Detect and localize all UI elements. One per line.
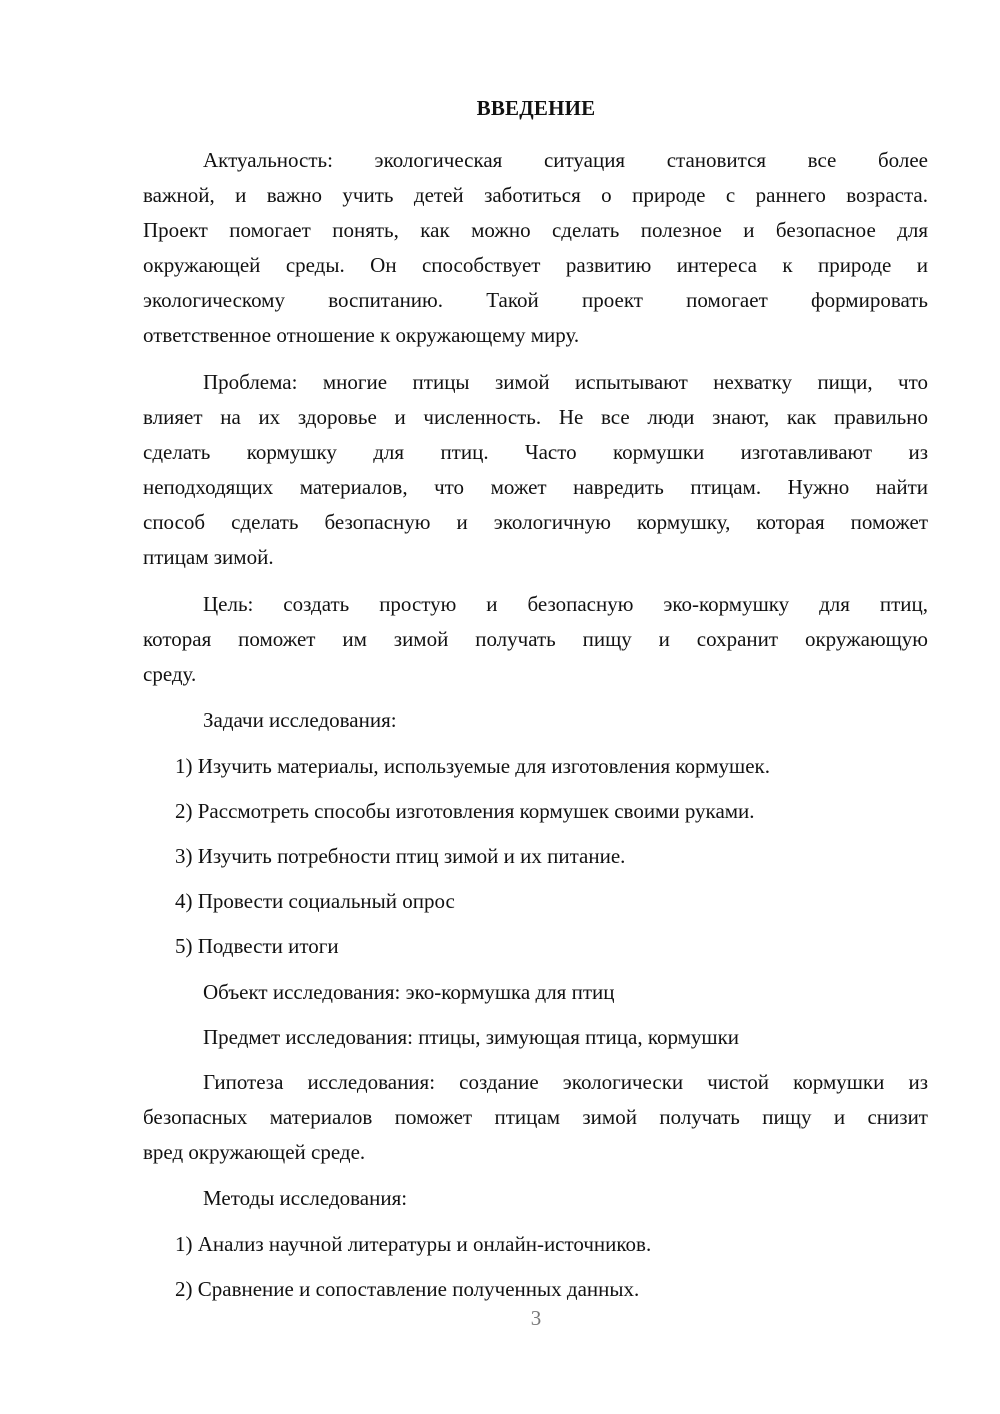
task-item: 2) Рассмотреть способы изготовления кормушек своими руками. [175,799,755,823]
task-item: 1) Изучить материалы, используемые для изготовления кормушек. [175,754,770,778]
paragraph-line: среду. [143,662,197,686]
tasks-heading: Задачи исследования: [203,708,397,732]
paragraph-line: сделать кормушку для птиц. Часто кормушки изготавливают из [143,440,928,464]
paragraph-line: вред окружающей среде. [143,1140,366,1164]
paragraph-line: Цель: создать простую и безопасную эко-кормушку для птиц, [203,592,928,616]
task-item: 5) Подвести итоги [175,934,339,958]
paragraph-line: окружающей среды. Он способствует развитию интереса к природе и [143,253,928,277]
page-number: 3 [530,1306,542,1330]
methods-heading: Методы исследования: [203,1186,408,1210]
paragraph-line: которая поможет им зимой получать пищу и сохранит окружающую [143,627,928,651]
research-subject: Предмет исследования: птицы, зимующая птица, кормушки [203,1025,740,1049]
method-item: 1) Анализ научной литературы и онлайн-источников. [175,1232,652,1256]
paragraph-line: птицам зимой. [143,545,274,569]
method-item: 2) Сравнение и сопоставление полученных данных. [175,1277,640,1301]
task-item: 3) Изучить потребности птиц зимой и их питание. [175,844,626,868]
paragraph-line: неподходящих материалов, что может навредить птицам. Нужно найти [143,475,928,499]
paragraph-line: Проект помогает понять, как можно сделать полезное и безопасное для [143,218,928,242]
section-title: ВВЕДЕНИЕ [476,96,596,120]
paragraph-line: Проблема: многие птицы зимой испытывают нехватку пищи, что [203,370,928,394]
paragraph-line: способ сделать безопасную и экологичную кормушку, которая поможет [143,510,928,534]
paragraph-line: ответственное отношение к окружающему миру. [143,323,580,347]
paragraph-line: влияет на их здоровье и численность. Не все люди знают, как правильно [143,405,928,429]
paragraph-line: безопасных материалов поможет птицам зимой получать пищу и снизит [143,1105,928,1129]
paragraph-line: экологическому воспитанию. Такой проект помогает формировать [143,288,928,312]
paragraph-line: Актуальность: экологическая ситуация становится все более [203,148,928,172]
research-object: Объект исследования: эко-кормушка для птиц [203,980,615,1004]
task-item: 4) Провести социальный опрос [175,889,455,913]
paragraph-line: Гипотеза исследования: создание экологически чистой кормушки из [203,1070,928,1094]
paragraph-line: важной, и важно учить детей заботиться о природе с раннего возраста. [143,183,928,207]
